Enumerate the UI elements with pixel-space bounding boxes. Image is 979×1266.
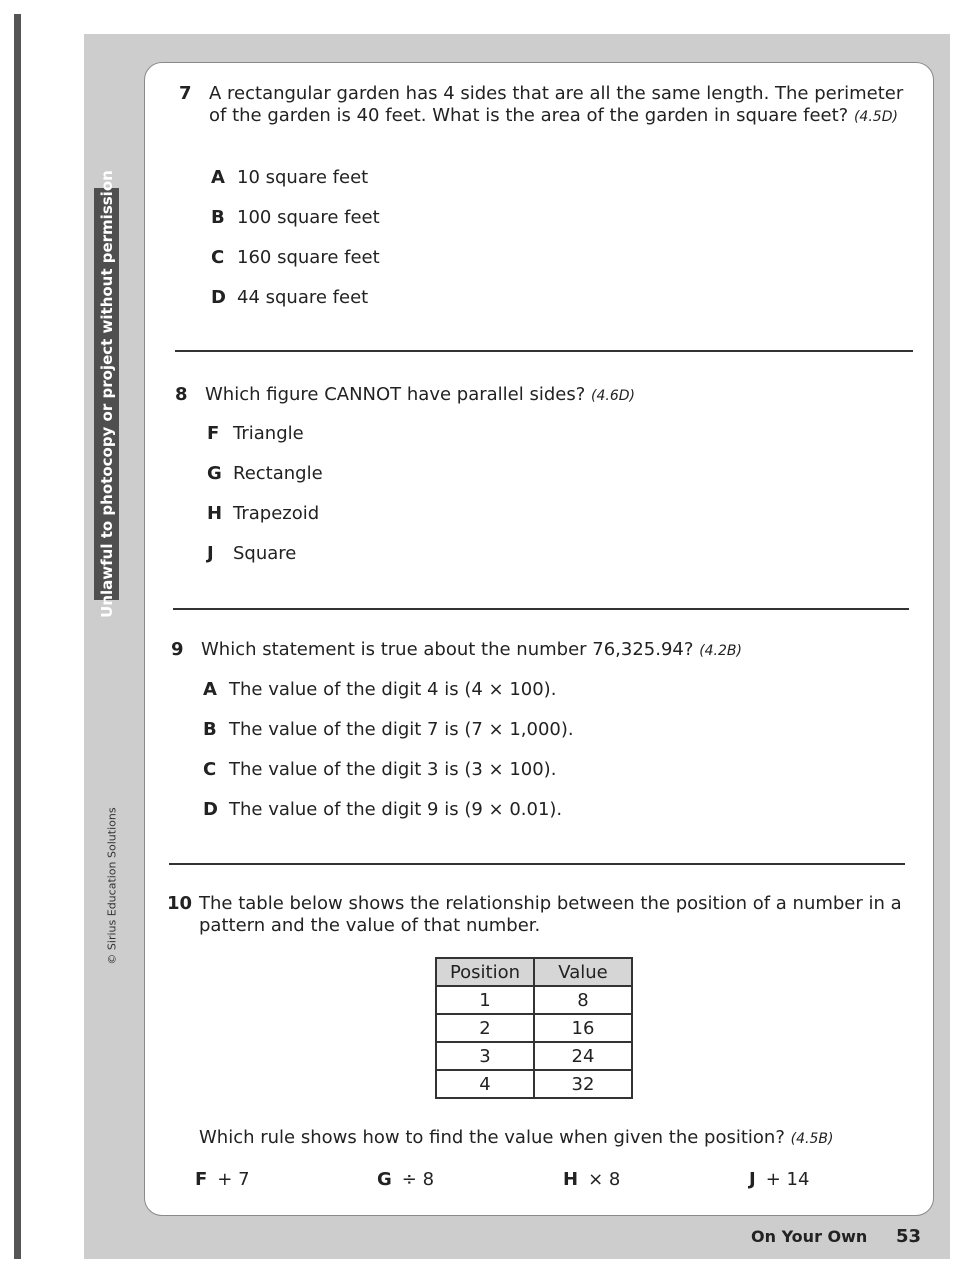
- choice-d[interactable]: [203, 799, 574, 839]
- choice-letter: H: [563, 1169, 579, 1190]
- choice-g[interactable]: [377, 1169, 434, 1190]
- choice-text: The value of the digit 9 is (9 × 0.01).: [229, 799, 563, 820]
- table-header: Position: [436, 958, 534, 986]
- stem-text: The table below shows the relationship between the position of a number in a pattern and the value of that number.: [199, 893, 902, 936]
- stem-text: Which statement is true about the number 76,325.94?: [201, 639, 694, 660]
- table-cell: 32: [534, 1070, 632, 1098]
- table-cell: 16: [534, 1014, 632, 1042]
- choice-b[interactable]: [203, 719, 574, 759]
- choice-text: 44 square feet: [237, 287, 369, 308]
- q9-choices: [203, 679, 574, 839]
- divider: [169, 863, 905, 865]
- choice-letter: B: [203, 719, 217, 740]
- choice-h[interactable]: [563, 1169, 620, 1190]
- choice-letter: C: [203, 759, 217, 780]
- question-number: 8: [175, 384, 188, 405]
- table-header-row: [436, 958, 632, 986]
- choice-text: + 7: [217, 1169, 250, 1190]
- table-header: Value: [534, 958, 632, 986]
- choice-f[interactable]: [195, 1169, 250, 1190]
- choice-letter: J: [749, 1169, 756, 1190]
- table-row: [436, 1042, 632, 1070]
- table-cell: 4: [436, 1070, 534, 1098]
- stem-text: Which figure CANNOT have parallel sides?: [205, 384, 586, 405]
- choice-a[interactable]: [211, 167, 380, 207]
- choice-letter: D: [211, 287, 226, 308]
- question-number: 10: [167, 893, 193, 914]
- choice-d[interactable]: [211, 287, 380, 327]
- table-row: [436, 1014, 632, 1042]
- choice-f[interactable]: [207, 423, 323, 463]
- table-row: [436, 986, 632, 1014]
- choice-letter: F: [195, 1169, 208, 1190]
- choice-text: Trapezoid: [233, 503, 320, 524]
- table-cell: 8: [534, 986, 632, 1014]
- choice-text: Triangle: [233, 423, 304, 444]
- copyright-text: © Sirius Education Solutions: [105, 807, 119, 965]
- question-card: [144, 62, 934, 1216]
- table-cell: 2: [436, 1014, 534, 1042]
- table-cell: 3: [436, 1042, 534, 1070]
- question-10-followup: [199, 1127, 919, 1150]
- teks-code: (4.5D): [853, 109, 898, 125]
- stem-text: A rectangular garden has 4 sides that are all the same length. The perimeter of the garden is 40 feet. What is the area of the garden in square feet?: [209, 83, 904, 126]
- choice-j[interactable]: [749, 1169, 809, 1190]
- choice-j[interactable]: [207, 543, 323, 583]
- q8-choices: [207, 423, 323, 583]
- question-stem: [205, 384, 915, 407]
- choice-g[interactable]: [207, 463, 323, 503]
- divider: [175, 350, 913, 352]
- teks-code: (4.2B): [699, 643, 742, 659]
- choice-letter: C: [211, 247, 225, 268]
- choice-letter: G: [207, 463, 222, 484]
- choice-letter: G: [377, 1169, 392, 1190]
- scan-left-edge: [14, 14, 21, 1259]
- teks-code: (4.5B): [790, 1131, 834, 1147]
- table-cell: 24: [534, 1042, 632, 1070]
- choice-text: Rectangle: [233, 463, 323, 484]
- question-stem: [201, 639, 911, 662]
- question-stem: [209, 83, 919, 128]
- copyright-notice-bar: [94, 170, 119, 618]
- choice-letter: B: [211, 207, 225, 228]
- choice-text: Square: [233, 543, 297, 564]
- divider: [173, 608, 909, 610]
- choice-letter: F: [207, 423, 220, 444]
- choice-text: 100 square feet: [237, 207, 380, 228]
- choice-text: The value of the digit 7 is (7 × 1,000).: [229, 719, 574, 740]
- choice-text: 10 square feet: [237, 167, 369, 188]
- choice-a[interactable]: [203, 679, 574, 719]
- teks-code: (4.6D): [591, 388, 635, 404]
- choice-letter: A: [211, 167, 225, 188]
- followup-text: Which rule shows how to find the value when given the position?: [199, 1127, 785, 1148]
- choice-text: 160 square feet: [237, 247, 380, 268]
- table-row: [436, 1070, 632, 1098]
- choice-text: + 14: [765, 1169, 810, 1190]
- choice-letter: J: [207, 543, 214, 564]
- table-cell: 1: [436, 986, 534, 1014]
- choice-text: × 8: [588, 1169, 621, 1190]
- choice-c[interactable]: [203, 759, 574, 799]
- question-number: 9: [171, 639, 184, 660]
- choice-h[interactable]: [207, 503, 323, 543]
- position-value-table: [435, 957, 633, 1099]
- choice-text: The value of the digit 3 is (3 × 100).: [229, 759, 557, 780]
- choice-c[interactable]: [211, 247, 380, 287]
- choice-letter: A: [203, 679, 217, 700]
- choice-text: ÷ 8: [401, 1169, 435, 1190]
- copyright-notice-text: Unlawful to photocopy or project without permission: [97, 170, 116, 618]
- choice-text: The value of the digit 4 is (4 × 100).: [229, 679, 557, 700]
- question-stem: [199, 893, 905, 937]
- copyright-line: [104, 806, 120, 966]
- footer-section-label: On Your Own: [751, 1227, 868, 1246]
- choice-letter: D: [203, 799, 218, 820]
- choice-b[interactable]: [211, 207, 380, 247]
- page-number: 53: [896, 1226, 922, 1247]
- choice-letter: H: [207, 503, 223, 524]
- question-number: 7: [179, 83, 192, 104]
- q7-choices: [211, 167, 380, 327]
